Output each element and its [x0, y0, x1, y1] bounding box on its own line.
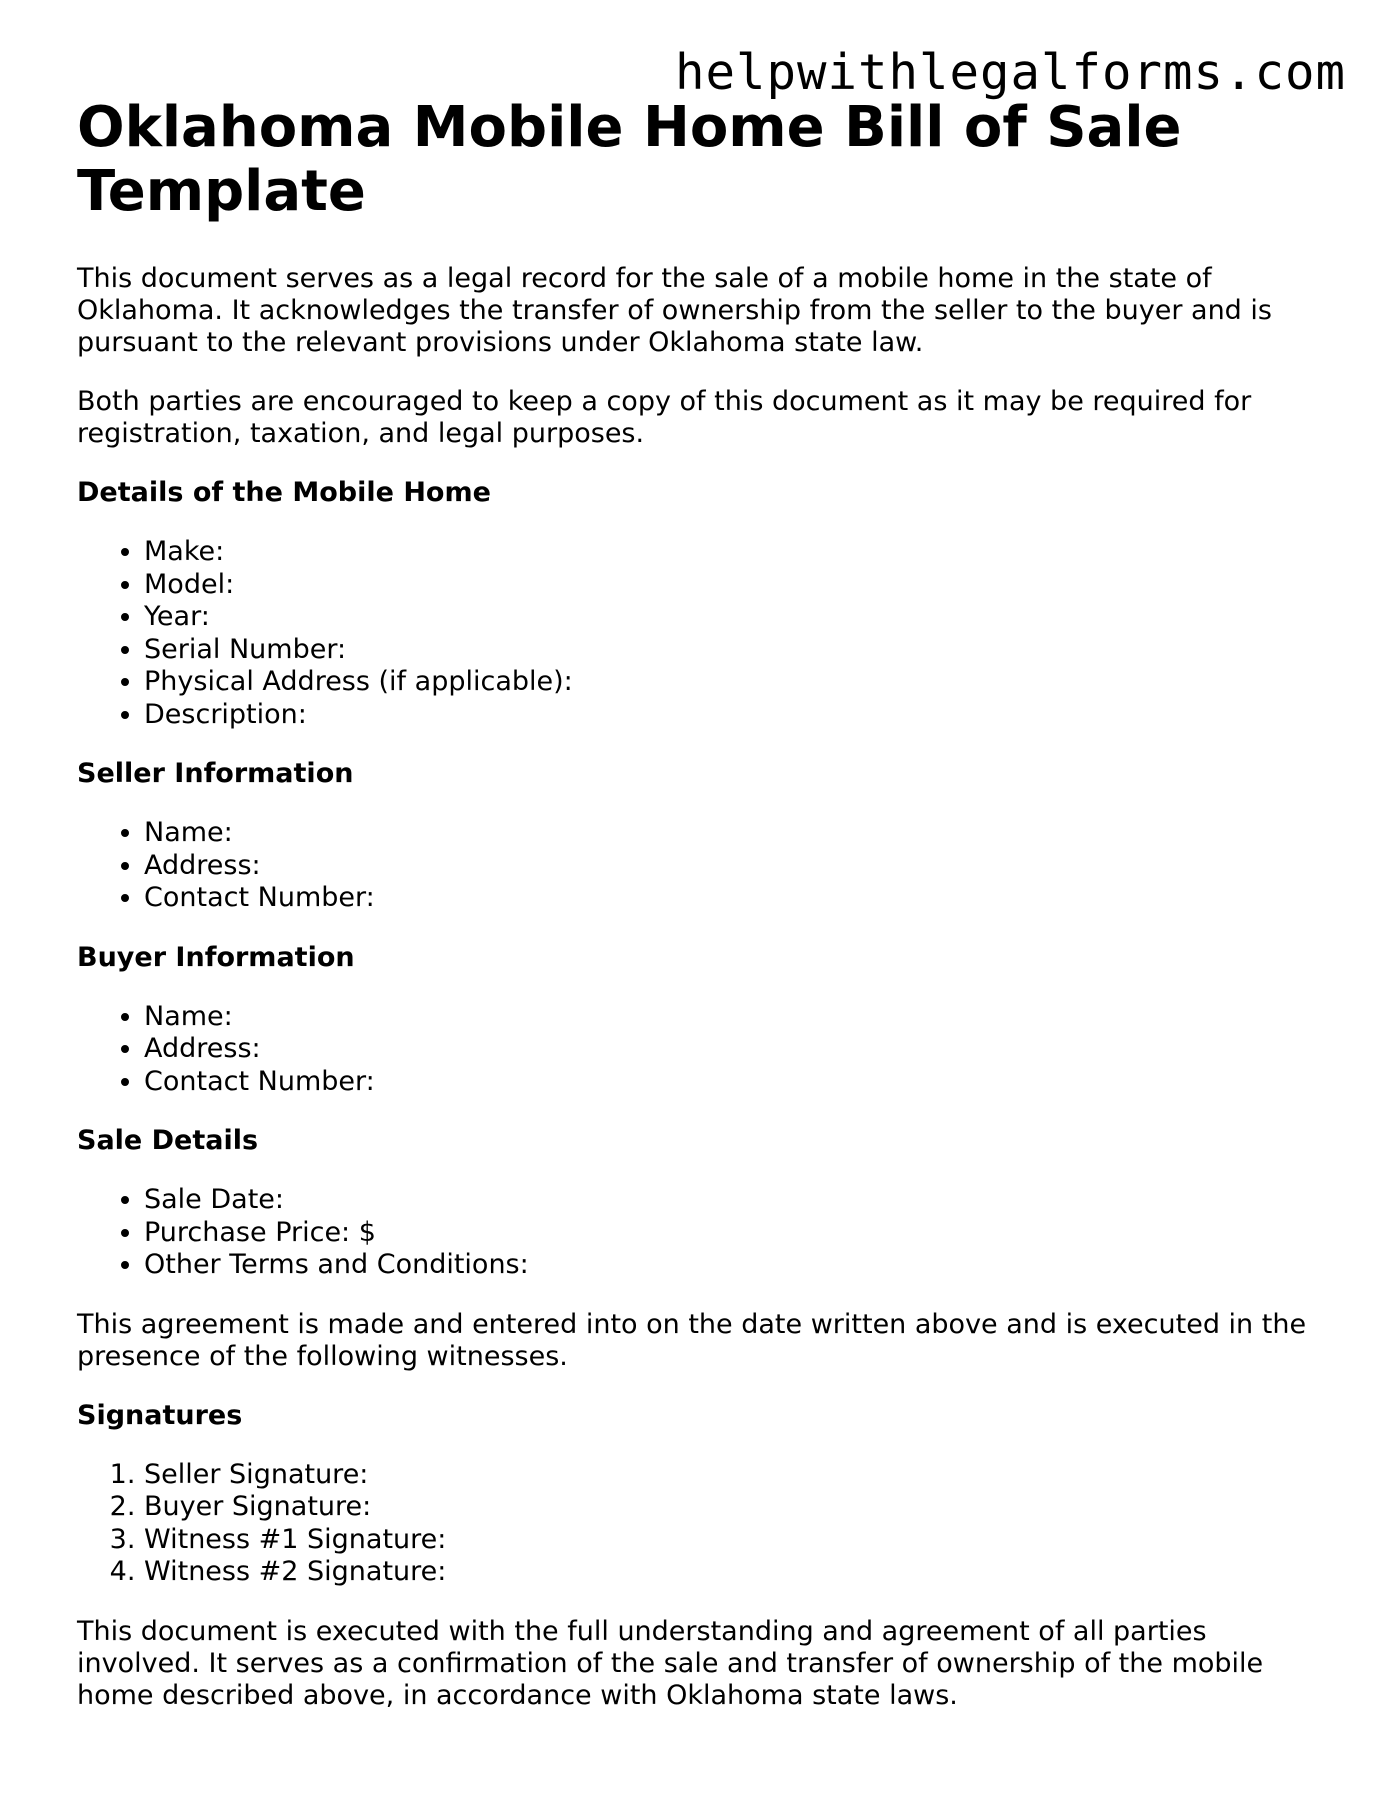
list-item: • Physical Address (if applicable): — [144, 666, 1317, 699]
list-item: • Contact Number: — [144, 882, 1317, 915]
sale-details-list — [77, 1184, 1317, 1282]
document-body — [77, 96, 1317, 1712]
site-watermark: helpwithlegalforms.com — [674, 44, 1346, 101]
intro-paragraph: This document serves as a legal record for the sale of a mobile home in the state of Oklahoma. It acknowledges the transfer of ownership from the seller to the buyer and is pursuant to the relevant provisions under Oklahoma state law. — [77, 263, 1272, 358]
list-item: • Name: — [144, 1001, 1317, 1034]
list-item: • Address: — [144, 1033, 1317, 1066]
list-item: • Name: — [144, 817, 1317, 850]
sale-details-heading: Sale Details — [77, 1125, 259, 1156]
list-item: 2. Buyer Signature: — [144, 1491, 1317, 1524]
list-item: • Contact Number: — [144, 1066, 1317, 1099]
list-item: 4. Witness #2 Signature: — [144, 1556, 1317, 1589]
agreement-paragraph: This agreement is made and entered into on the date written above and is executed in the presence of the following witnesses. — [77, 1308, 1307, 1372]
list-item: • Serial Number: — [144, 634, 1317, 667]
seller-heading: Seller Information — [77, 758, 354, 789]
seller-list — [77, 817, 1317, 915]
signatures-list — [77, 1459, 1317, 1589]
list-item: • Sale Date: — [144, 1184, 1317, 1217]
list-item: • Other Terms and Conditions: — [144, 1249, 1317, 1282]
mobile-home-list — [77, 536, 1317, 731]
list-item: • Purchase Price: $ — [144, 1217, 1317, 1250]
mobile-home-heading: Details of the Mobile Home — [77, 477, 491, 508]
list-item: • Model: — [144, 569, 1317, 602]
list-item: • Description: — [144, 699, 1317, 732]
buyer-list — [77, 1001, 1317, 1099]
intro-paragraph: Both parties are encouraged to keep a copy of this document as it may be required for registration, taxation, and legal purposes. — [77, 386, 1252, 449]
signatures-heading: Signatures — [77, 1399, 243, 1431]
list-item: 1. Seller Signature: — [144, 1459, 1317, 1492]
buyer-heading: Buyer Information — [77, 941, 355, 973]
list-item: 3. Witness #1 Signature: — [144, 1524, 1317, 1557]
list-item: • Make: — [144, 536, 1317, 569]
page-title: Oklahoma Mobile Home Bill of Sale Template — [77, 95, 1182, 224]
list-item: • Year: — [144, 601, 1317, 634]
list-item: • Address: — [144, 850, 1317, 883]
closing-paragraph: This document is executed with the full understanding and agreement of all parties involved. It serves as a confirmation of the sale and transfer of ownership of the mobile home described above, in accordance with Oklahoma state laws. — [77, 1615, 1264, 1711]
